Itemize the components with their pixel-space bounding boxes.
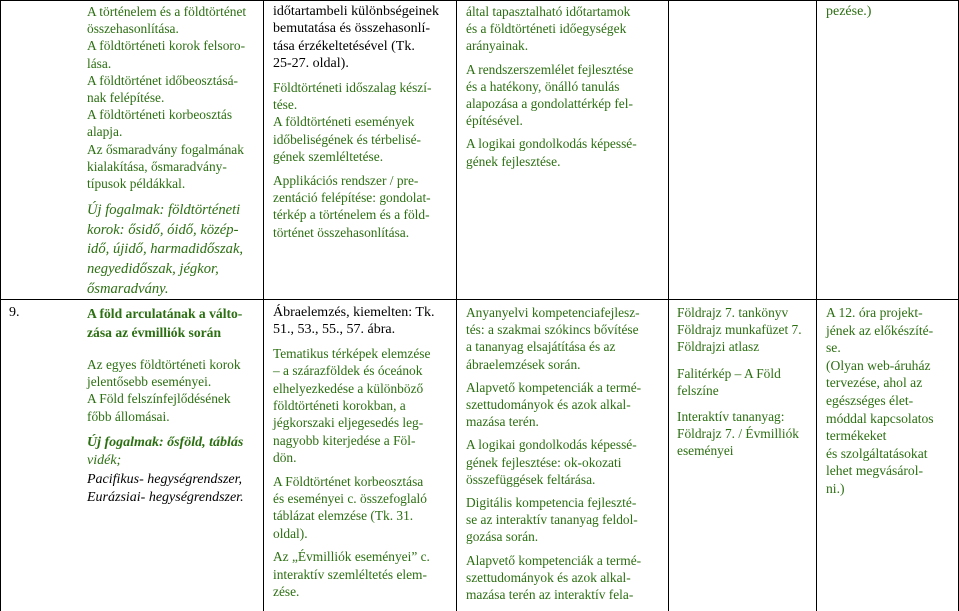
row1-notes-cell xyxy=(826,3,954,20)
row1-competencies-cell xyxy=(466,3,664,170)
text-line: alapja. xyxy=(87,124,123,140)
text-line: tés: a szakmai szókincs bővítése xyxy=(466,322,639,338)
text-line: termékeket xyxy=(826,428,887,444)
row2-topic-list xyxy=(87,356,259,425)
text-line: A földtörténeti korbeosztás xyxy=(87,107,233,123)
text-line: (Olyan web-áruház xyxy=(826,357,931,373)
row1-topic-list xyxy=(87,3,259,192)
text-line: mazása terén. xyxy=(466,414,539,430)
text-line: gének fejlesztése. xyxy=(466,153,561,169)
text-line: Tematikus térképek elemzése xyxy=(273,345,431,361)
text-line: – a szárazföldek és óceánok xyxy=(273,363,423,379)
text-line: a tananyag elsajátítása és az xyxy=(466,339,616,355)
text-line: pezése.) xyxy=(826,4,872,19)
text-line: se az interaktív tananyag feldol- xyxy=(466,512,638,528)
text-line: Alapvető kompetenciák a termé- xyxy=(466,552,642,568)
text-line: A logikai gondolkodás képessé- xyxy=(466,437,637,453)
text-line: Ábraelemzés, kiemelten: Tk. xyxy=(273,305,435,320)
text-line: bemutatása és összehasonlí- xyxy=(273,21,431,37)
text-line: A földtörténeti események xyxy=(273,114,415,130)
text-line: ősmaradvány. xyxy=(87,280,169,297)
text-line: A Földtörténet korbeosztása xyxy=(273,473,424,489)
row2-competencies-cell xyxy=(466,304,664,603)
text-line: idő, újidő, harmadidőszak, xyxy=(87,241,244,258)
text-line: móddal kapcsolatos xyxy=(826,410,934,426)
column-divider xyxy=(668,0,669,611)
text-line: Az „Évmilliók eseményei” c. xyxy=(273,549,430,565)
text-line: arányainak. xyxy=(466,38,529,54)
text-line: vidék; xyxy=(87,453,122,469)
text-line: Földrajz munkafüzet 7. xyxy=(677,322,802,338)
text-line: zentáció felépítése: gondolat- xyxy=(273,190,431,206)
text-line: gozása során. xyxy=(466,529,539,545)
row2-lesson-title xyxy=(87,304,259,342)
row2-number: 9. xyxy=(9,305,20,320)
row2-topic-cell xyxy=(87,304,259,507)
text-line: Alapvető kompetenciák a termé- xyxy=(466,379,642,395)
text-line: A rendszerszemlélet fejlesztése xyxy=(466,61,634,77)
text-line: időbeliségének és térbelisé- xyxy=(273,131,421,147)
row1-activities-cell xyxy=(273,3,453,241)
text-line: alapozása a gondolattérkép fel- xyxy=(466,96,633,112)
text-line: által tapasztalható időtartamok xyxy=(466,4,631,19)
text-line: összefüggések feltárása. xyxy=(466,471,596,487)
text-line: Földrajz 7. / Évmilliók xyxy=(677,426,799,442)
column-divider xyxy=(263,0,264,611)
text-line: A logikai gondolkodás képessé- xyxy=(466,136,637,152)
text-line: térkép a történelem és a föld- xyxy=(273,207,430,223)
text-line: Új fogalmak: földtörténeti xyxy=(87,202,241,219)
text-line: Eurázsiai- hegységrendszer. xyxy=(87,490,244,506)
text-line: ni.) xyxy=(826,480,845,496)
text-line: Pacifikus- hegységrendszer, xyxy=(87,471,242,487)
text-line: lása. xyxy=(87,55,112,71)
text-line: Földtörténeti időszalag készí- xyxy=(273,79,432,95)
text-line: Új fogalmak: ősföld, táblás xyxy=(87,434,244,450)
text-line: Földrajz 7. tankönyv xyxy=(677,305,789,320)
row2-resources-cell xyxy=(677,304,813,460)
column-divider xyxy=(816,0,817,611)
text-line: se. xyxy=(826,340,841,356)
text-line: Falitérkép – A Föld xyxy=(677,365,781,381)
text-line: történet összehasonlítása. xyxy=(273,224,410,240)
column-divider xyxy=(456,0,457,611)
text-line: jégkorszaki eljegesedés leg- xyxy=(273,415,424,431)
text-line: és a földtörténeti időegységek xyxy=(466,21,627,37)
text-line: szettudományok és azok alkal- xyxy=(466,397,631,413)
text-line: típusok példákkal. xyxy=(87,176,186,192)
text-line: szettudományok és azok alkal- xyxy=(466,569,631,585)
row2-new-terms xyxy=(87,434,259,508)
text-line: 51., 53., 55., 57. ábra. xyxy=(273,322,396,338)
text-line: ábraelemzések során. xyxy=(466,356,581,372)
text-line: jének az előkészíté- xyxy=(826,322,934,338)
table-border-left xyxy=(0,0,1,611)
text-line: tása érzékeltetésével (Tk. xyxy=(273,38,415,54)
text-line: felszíne xyxy=(677,382,719,398)
text-line: lehet megvásárol- xyxy=(826,463,924,479)
text-line: összehasonlítása. xyxy=(87,21,179,37)
text-line: és a hatékony, önálló tanulás xyxy=(466,78,620,94)
text-line: korok: ősidő, óidő, közép- xyxy=(87,221,239,238)
text-line: földtörténeti korokban, a xyxy=(273,398,406,414)
row2-activities-cell xyxy=(273,304,453,601)
text-line: és szolgáltatásokat xyxy=(826,445,928,461)
text-line: mazása terén az interaktív fela- xyxy=(466,587,634,603)
text-line: Anyanyelvi kompetenciafejlesz- xyxy=(466,305,640,320)
text-line: Az egyes földtörténeti korok xyxy=(87,357,241,372)
text-line: eseményei xyxy=(677,443,734,459)
text-line: zása az évmilliók során xyxy=(87,325,222,340)
text-line: nak felépítése. xyxy=(87,90,165,106)
text-line: elhelyezkedése a különböző xyxy=(273,380,424,396)
text-line: dön. xyxy=(273,450,297,466)
text-line: egészséges élet- xyxy=(826,392,914,408)
text-line: A föld arculatának a válto- xyxy=(87,306,243,321)
row1-new-terms xyxy=(87,201,259,299)
row2-notes-cell xyxy=(826,304,956,498)
text-line: A történelem és a földtörténet xyxy=(87,4,247,19)
text-line: jelentősebb eseményei. xyxy=(87,374,212,390)
text-line: időtartambeli különbségeinek xyxy=(273,4,440,19)
text-line: táblázat elemzése (Tk. 31. xyxy=(273,508,414,524)
text-line: tervezése, ahol az xyxy=(826,375,923,391)
row1-topic-cell xyxy=(87,3,259,299)
text-line: főbb állomásai. xyxy=(87,408,170,424)
text-line: A Föld felszínfejlődésének xyxy=(87,391,231,407)
text-line: tése. xyxy=(273,97,298,113)
text-line: oldal). xyxy=(273,525,308,541)
text-line: gének fejlesztése: ok-okozati xyxy=(466,454,622,470)
text-line: gének szemléltetése. xyxy=(273,149,384,165)
text-line: interaktív szemléltetés elem- xyxy=(273,566,427,582)
text-line: A földtörténet időbeosztásá- xyxy=(87,72,238,88)
text-line: és eseményei c. összefoglaló xyxy=(273,491,427,507)
text-line: A földtörténeti korok felsoro- xyxy=(87,38,246,54)
text-line: Földrajzi atlasz xyxy=(677,339,760,355)
text-line: Digitális kompetencia fejleszté- xyxy=(466,495,637,511)
text-line: Az ősmaradvány fogalmának xyxy=(87,141,244,157)
text-line: nagyobb kiterjedése a Föl- xyxy=(273,432,416,448)
text-line: építésével. xyxy=(466,113,523,129)
text-line: A 12. óra projekt- xyxy=(826,305,923,320)
text-line: Applikációs rendszer / pre- xyxy=(273,172,419,188)
text-line: negyedidőszak, jégkor, xyxy=(87,261,219,278)
text-line: kialakítása, ősmaradvány- xyxy=(87,158,227,174)
text-line: zése. xyxy=(273,584,300,600)
text-line: 25-27. oldal). xyxy=(273,56,349,72)
text-line: Interaktív tananyag: xyxy=(677,409,785,425)
